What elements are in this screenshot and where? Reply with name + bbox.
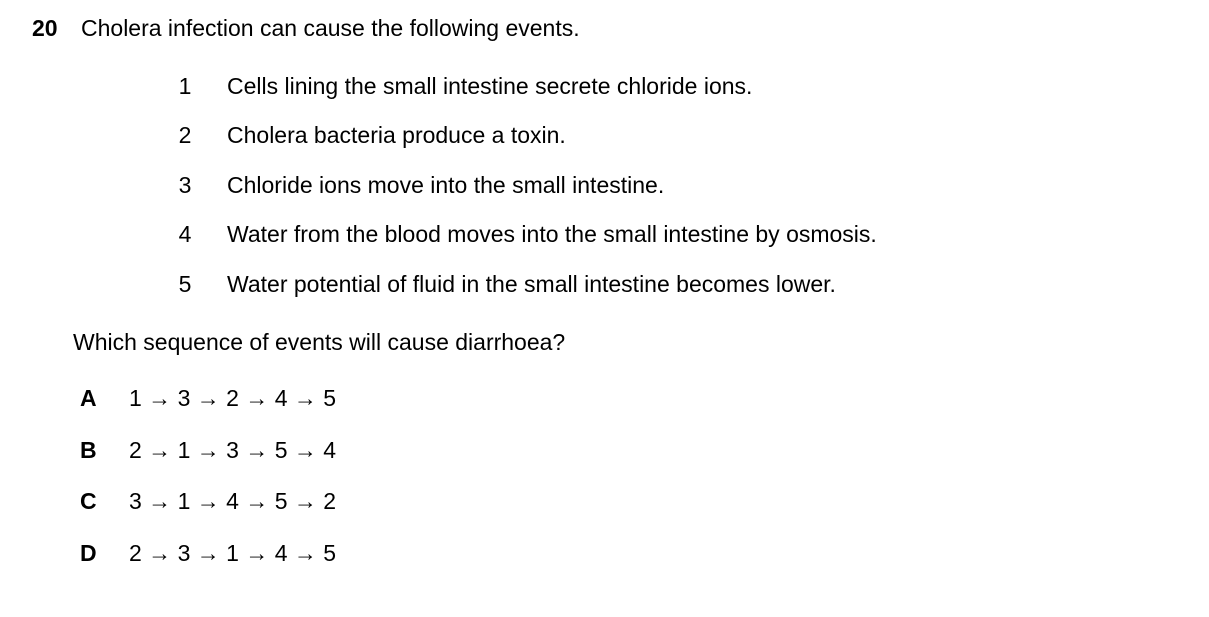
question-number: 20 bbox=[32, 15, 58, 41]
option-letter: D bbox=[80, 540, 97, 566]
event-text: Chloride ions move into the small intestine. bbox=[227, 172, 665, 198]
option-letter: C bbox=[80, 488, 97, 514]
event-number: 4 bbox=[178, 221, 192, 247]
option-text: 2 → 3 → 1 → 4 → 5 bbox=[129, 540, 337, 566]
option-text: 3 → 1 → 4 → 5 → 2 bbox=[129, 488, 337, 514]
option-text: 1 → 3 → 2 → 4 → 5 bbox=[129, 385, 337, 411]
question-prompt: Which sequence of events will cause diarrhoea? bbox=[73, 329, 566, 355]
event-number: 5 bbox=[178, 271, 192, 297]
event-text: Water from the blood moves into the small intestine by osmosis. bbox=[227, 221, 877, 247]
option-letter: B bbox=[80, 437, 97, 463]
option-text: 2 → 1 → 3 → 5 → 4 bbox=[129, 437, 337, 463]
option-letter: A bbox=[80, 385, 97, 411]
event-text: Water potential of fluid in the small intestine becomes lower. bbox=[227, 271, 836, 297]
event-number: 2 bbox=[178, 122, 192, 148]
event-number: 1 bbox=[178, 73, 192, 99]
event-text: Cells lining the small intestine secrete chloride ions. bbox=[227, 73, 753, 99]
event-text: Cholera bacteria produce a toxin. bbox=[227, 122, 566, 148]
event-number: 3 bbox=[178, 172, 192, 198]
question-stem: Cholera infection can cause the following events. bbox=[81, 15, 580, 41]
